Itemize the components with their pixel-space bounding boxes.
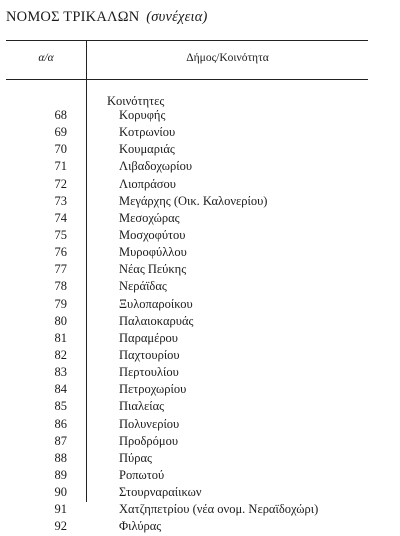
row-number: 76: [54, 245, 67, 260]
title-text: ΝΟΜΟΣ ΤΡΙΚΑΛΩΝ: [6, 9, 140, 25]
table-row: [0, 227, 400, 244]
page-title: [6, 9, 208, 26]
row-number: 84: [54, 382, 67, 397]
row-name: Μυροφύλλου: [119, 245, 187, 260]
table-row: [0, 107, 400, 124]
row-number: 68: [54, 108, 67, 122]
row-name: Λιβαδοχωρίου: [119, 159, 193, 174]
row-name: Μοσχοφύτου: [119, 227, 186, 242]
table-row: [0, 141, 400, 158]
row-name: Περτουλίου: [119, 365, 179, 380]
row-name: Κοτρωνίου: [119, 125, 176, 140]
row-number: 83: [54, 365, 67, 380]
row-name: Πύρας: [119, 450, 152, 465]
table-row: [0, 484, 400, 501]
table-row: [0, 124, 400, 141]
row-name: Πολυνερίου: [119, 416, 180, 431]
row-number: 74: [54, 210, 67, 225]
row-name: Στουρναραίικων: [119, 485, 202, 500]
row-name: Κουμαριάς: [119, 142, 175, 157]
row-number: 75: [54, 227, 67, 242]
row-name: Κορυφής: [119, 108, 166, 122]
table-row: [0, 501, 400, 518]
row-name: Φιλύρας: [119, 519, 162, 534]
row-name: Πιαλείας: [119, 399, 165, 414]
row-name: Παλαιοκαρυάς: [119, 313, 194, 328]
table-row: [0, 296, 400, 313]
row-number: 71: [54, 159, 67, 174]
table-row: [0, 518, 400, 535]
row-name: Νεράϊδας: [119, 279, 167, 294]
section-label: Κοινότητες: [107, 94, 165, 108]
row-name: Χατζηπετρίου (νέα ονομ. Νεραϊδοχώρι): [119, 502, 319, 517]
row-number: 77: [54, 262, 67, 277]
row-number: 90: [54, 485, 67, 500]
row-number: 72: [54, 176, 67, 191]
column-header-number: α/α: [38, 52, 54, 64]
table-top-rule: [6, 40, 368, 41]
row-number: 86: [54, 416, 67, 431]
table-row: [0, 467, 400, 484]
row-number: 82: [54, 347, 67, 362]
row-number: 91: [54, 502, 67, 517]
table-row: [0, 176, 400, 193]
row-name: Μεγάρχης (Οικ. Καλονερίου): [119, 193, 268, 208]
row-number: 85: [54, 399, 67, 414]
row-name: Πετροχωρίου: [119, 382, 187, 397]
table-row: [0, 381, 400, 398]
row-number: 73: [54, 193, 67, 208]
row-name: Ξυλοπαροίκου: [119, 296, 193, 311]
table-row: [0, 278, 400, 295]
row-number: 70: [54, 142, 67, 157]
table-row: [0, 347, 400, 364]
row-name: Παχτουρίου: [119, 347, 180, 362]
row-name: Προδρόμου: [119, 433, 179, 448]
table-row: [0, 416, 400, 433]
table-row: [0, 261, 400, 278]
table-row: [0, 364, 400, 381]
table-row: [0, 244, 400, 261]
row-number: 87: [54, 433, 67, 448]
row-name: Παραμέρου: [119, 330, 178, 345]
title-continuation: (συνέχεια): [146, 9, 208, 25]
table-row: [0, 193, 400, 210]
row-number: 69: [54, 125, 67, 140]
table-row: [0, 450, 400, 467]
table-row: [0, 158, 400, 175]
table-header-rule: [6, 79, 368, 80]
table-row: [0, 313, 400, 330]
table-row: [0, 433, 400, 450]
table-row: [0, 330, 400, 347]
row-name: Λιοπράσου: [119, 176, 176, 191]
row-number: 81: [54, 330, 67, 345]
row-number: 78: [54, 279, 67, 294]
row-number: 88: [54, 450, 67, 465]
table-body: [0, 107, 400, 536]
row-name: Μεσοχώρας: [119, 210, 180, 225]
row-number: 80: [54, 313, 67, 328]
column-header-name: Δήμος/Κοινότητα: [186, 52, 269, 64]
table-row: [0, 210, 400, 227]
row-number: 92: [54, 519, 67, 534]
row-number: 89: [54, 467, 67, 482]
row-number: 79: [54, 296, 67, 311]
table-row: [0, 398, 400, 415]
row-name: Ροπωτού: [119, 467, 165, 482]
row-name: Νέας Πεύκης: [119, 262, 187, 277]
